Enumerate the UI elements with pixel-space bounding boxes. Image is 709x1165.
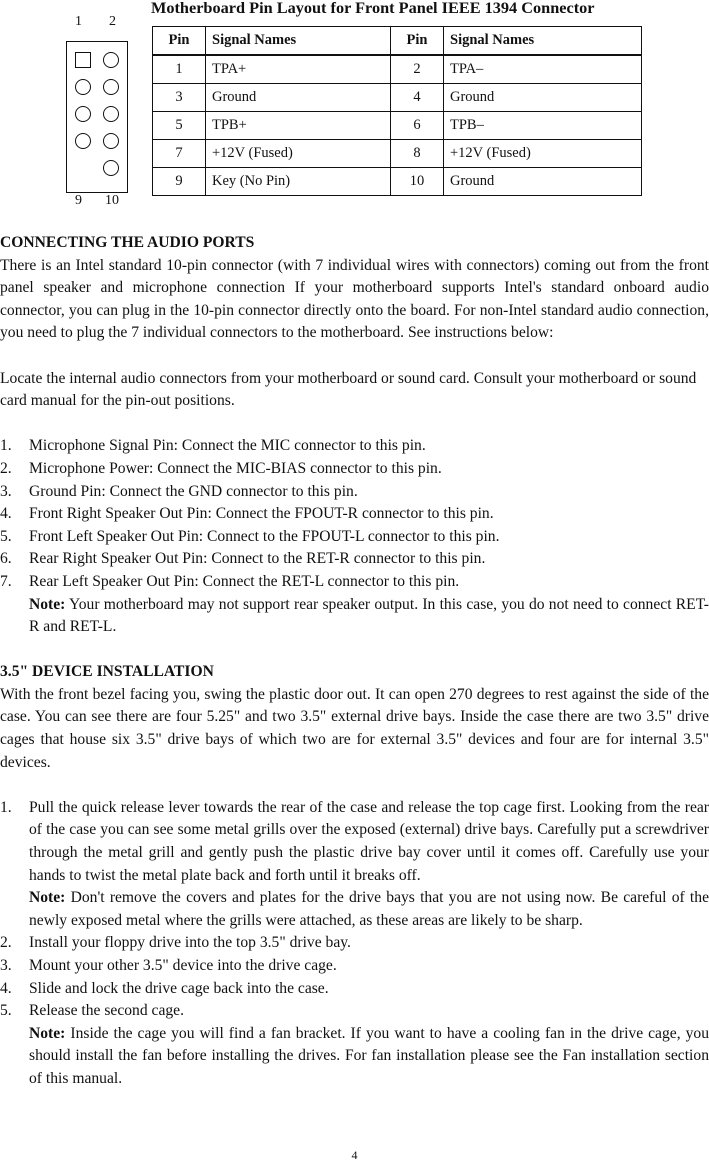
list-marker: 4. xyxy=(0,505,12,523)
pin-5 xyxy=(75,106,91,122)
list-item-text: Mount your other 3.5" device into the drive cage. xyxy=(29,957,337,974)
page-body xyxy=(0,232,709,1091)
audio-section-heading: CONNECTING THE AUDIO PORTS xyxy=(0,234,255,251)
device-intro-paragraph: With the front bezel facing you, swing the plastic door out. It can open 270 degrees to rest against the side of the case. You can see there are four 5.25" and two 3.5" external drive bays. Inside the case there are two 3.5" drive cages that house six 3.5" drive bays of which two are for external 3.5" devices and four are for internal 3.5" devices. xyxy=(0,685,709,771)
device-steps-list xyxy=(0,797,709,1091)
pin-2 xyxy=(103,52,119,68)
ieee1394-connector-diagram xyxy=(60,8,136,212)
list-item xyxy=(0,548,709,571)
list-item-text: Microphone Power: Connect the MIC-BIAS connector to this pin. xyxy=(29,459,442,477)
pin-8 xyxy=(103,133,119,149)
list-item xyxy=(0,481,709,504)
list-marker: 2. xyxy=(0,934,12,952)
table-cell: TPA– xyxy=(444,55,642,84)
table-cell: TPB+ xyxy=(206,112,391,140)
device-section-heading: 3.5" DEVICE INSTALLATION xyxy=(0,663,214,681)
table-cell: 10 xyxy=(391,168,444,196)
list-marker: 3. xyxy=(0,482,12,500)
pin-1-square xyxy=(75,52,91,68)
table-cell: 1 xyxy=(153,55,206,84)
table-cell: 8 xyxy=(391,140,444,168)
list-marker: 5. xyxy=(0,527,12,545)
audio-intro-paragraph: There is an Intel standard 10-pin connector (with 7 individual wires with connectors) coming out from the front panel speaker and microphone connection If your motherboard supports Intel's standard onboard audio connector, you can plug in the 10-pin connector directly onto the board. For non-Intel standard audio connection, you need to plug the 7 individual connectors to the motherboard. See instructions below: xyxy=(0,256,709,342)
pin-table-title: Motherboard Pin Layout for Front Panel IEEE 1394 Connector xyxy=(151,0,595,17)
list-item-text: Front Left Speaker Out Pin: Connect to the FPOUT-L connector to this pin. xyxy=(29,527,500,545)
page-number: 4 xyxy=(351,1148,358,1162)
table-cell: +12V (Fused) xyxy=(206,140,391,168)
column-header: Signal Names xyxy=(206,27,391,56)
list-marker: 3. xyxy=(0,957,12,974)
pin-7 xyxy=(75,133,91,149)
list-item xyxy=(0,435,709,458)
pin-6 xyxy=(103,106,119,122)
table-row xyxy=(153,112,642,140)
column-header: Pin xyxy=(391,27,444,56)
column-header: Pin xyxy=(153,27,206,56)
list-marker: 7. xyxy=(0,572,12,590)
list-item-text: Rear Left Speaker Out Pin: Connect the RET-L connector to this pin. xyxy=(29,572,460,590)
pin-label-9: 9 xyxy=(75,193,82,208)
list-marker: 6. xyxy=(0,550,12,568)
table-cell: 3 xyxy=(153,84,206,112)
list-marker: 2. xyxy=(0,459,12,477)
list-item-text: Rear Right Speaker Out Pin: Connect to the RET-R connector to this pin. xyxy=(29,550,486,568)
table-cell: 2 xyxy=(391,55,444,84)
list-marker: 1. xyxy=(0,798,12,816)
list-item xyxy=(0,978,709,1001)
list-item-text: Release the second cage. xyxy=(29,1002,184,1020)
table-cell: +12V (Fused) xyxy=(444,140,642,168)
table-cell: Ground xyxy=(444,168,642,196)
list-item-text: Pull the quick release lever towards the rear of the case and release the top cage first. Looking from the rear of the case you can see some metal grills over the exposed (external) drive bays. Carefully put a screwdriver through the metal grill and gently push the plastic drive bay cover until it comes off. Carefully use your hands to twist the metal plate back and forth until it breaks off. xyxy=(29,798,709,884)
note-text: Your motherboard may not support rear speaker output. In this case, you do not need to connect RET-R and RET-L. xyxy=(29,595,709,636)
list-item xyxy=(0,458,709,481)
list-item xyxy=(0,526,709,549)
connector-shroud xyxy=(66,41,128,193)
table-row xyxy=(153,140,642,168)
list-item xyxy=(0,571,709,639)
list-marker: 1. xyxy=(0,437,12,455)
table-cell: 6 xyxy=(391,112,444,140)
list-item xyxy=(0,797,709,933)
note-label: Note: xyxy=(29,1024,66,1042)
table-cell: Ground xyxy=(206,84,391,112)
table-cell: 7 xyxy=(153,140,206,168)
table-cell: 9 xyxy=(153,168,206,196)
table-row xyxy=(153,55,642,84)
list-item xyxy=(0,932,709,955)
table-row xyxy=(153,84,642,112)
device-note-1 xyxy=(29,887,709,932)
note-text: Don't remove the covers and plates for the drive bays that you are not using now. Be careful of the newly exposed metal where the grills were attached, as these areas are likely to be sharp. xyxy=(29,889,709,929)
table-cell: 4 xyxy=(391,84,444,112)
table-row xyxy=(153,168,642,196)
column-header: Signal Names xyxy=(444,27,642,56)
list-marker: 5. xyxy=(0,1002,12,1020)
note-label: Note: xyxy=(29,889,66,907)
list-item xyxy=(0,503,709,526)
list-item-text: Install your floppy drive into the top 3.5" drive bay. xyxy=(29,934,351,952)
audio-steps-list xyxy=(0,435,709,638)
pin-label-10: 10 xyxy=(105,193,119,208)
list-marker: 4. xyxy=(0,979,12,997)
device-note-5 xyxy=(29,1023,709,1091)
list-item-text: Slide and lock the drive cage back into the case. xyxy=(29,979,329,997)
pin-label-1: 1 xyxy=(75,14,82,29)
table-cell: TPA+ xyxy=(206,55,391,84)
list-item xyxy=(0,1000,709,1090)
list-item xyxy=(0,955,709,978)
note-text: Inside the cage you will find a fan bracket. If you want to have a cooling fan in the drive cage, you should install the fan before installing the drives. For fan installation please see the Fan installation section of this manual. xyxy=(29,1024,709,1087)
list-item-text: Front Right Speaker Out Pin: Connect the FPOUT-R connector to this pin. xyxy=(29,505,494,523)
table-cell: 5 xyxy=(153,112,206,140)
note-label: Note: xyxy=(29,595,66,613)
pin-3 xyxy=(75,79,91,95)
table-cell: Key (No Pin) xyxy=(206,168,391,196)
pin-layout-table xyxy=(152,26,642,196)
list-item-text: Ground Pin: Connect the GND connector to this pin. xyxy=(29,482,358,500)
audio-note xyxy=(29,594,709,639)
table-cell: TPB– xyxy=(444,112,642,140)
list-item-text: Microphone Signal Pin: Connect the MIC connector to this pin. xyxy=(29,437,426,455)
audio-locate-paragraph: Locate the internal audio connectors from your motherboard or sound card. Consult your motherboard or sound card manual for the pin-out positions. xyxy=(0,369,697,410)
table-header-row xyxy=(153,27,642,56)
table-cell: Ground xyxy=(444,84,642,112)
pin-10 xyxy=(103,160,119,176)
pin-label-2: 2 xyxy=(109,14,116,29)
pin-4 xyxy=(103,79,119,95)
